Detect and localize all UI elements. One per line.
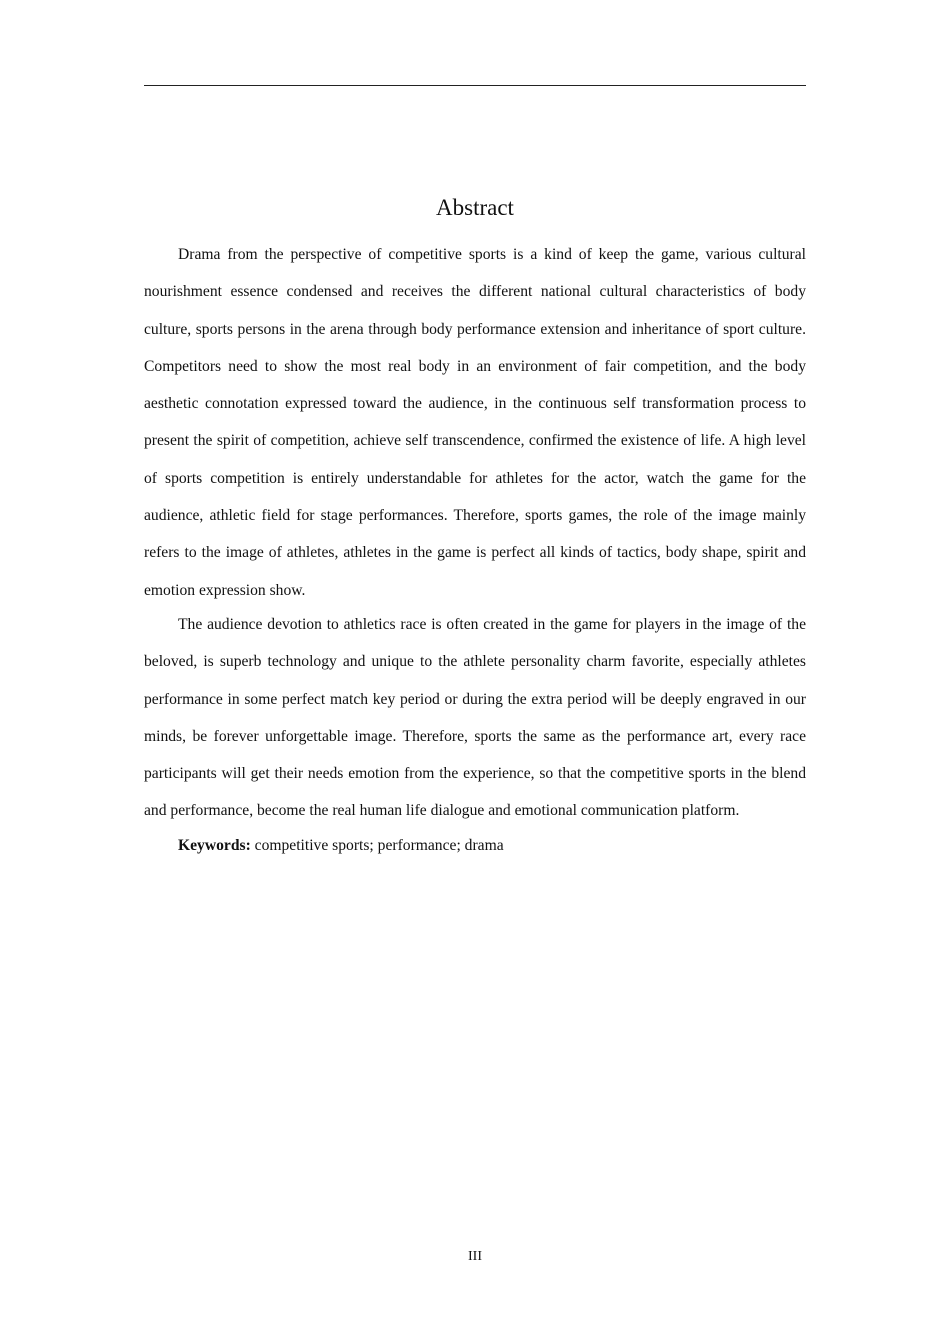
keywords-label: Keywords: xyxy=(178,836,251,854)
keywords-line xyxy=(144,827,806,864)
abstract-section xyxy=(144,192,806,864)
page-number: III xyxy=(468,1249,482,1264)
abstract-paragraph-1: Drama from the perspective of competitive sports is a kind of keep the game, various cultural nourishment essence condensed and receives the different national cultural characteristics of body culture, sports persons in the arena through body performance extension and inheritance of sport culture. Competitors need to show the most real body in an environment of fair competition, and the body aesthetic connotation expressed toward the audience, in the continuous self transformation process to present the spirit of competition, achieve self transcendence, confirmed the existence of life. A high level of sports competition is entirely understandable for athletes for the actor, watch the game for the audience, athletic field for stage performances. Therefore, sports games, the role of the image mainly refers to the image of athletes, athletes in the game is perfect all kinds of tactics, body shape, spirit and emotion expression show. xyxy=(144,246,806,599)
abstract-title: Abstract xyxy=(436,195,514,220)
header-rule xyxy=(144,85,806,86)
abstract-paragraph-2: The audience devotion to athletics race is often created in the game for players in the image of the beloved, is superb technology and unique to the athlete personality charm favorite, especially athletes performance in some perfect match key period or during the extra period will be deeply engraved in our minds, be forever unforgettable image. Therefore, sports the same as the performance art, every race participants will get their needs emotion from the experience, so that the competitive sports in the blend and performance, become the real human life dialogue and emotional communication platform. xyxy=(144,615,806,820)
keywords-text: competitive sports; performance; drama xyxy=(250,836,504,854)
